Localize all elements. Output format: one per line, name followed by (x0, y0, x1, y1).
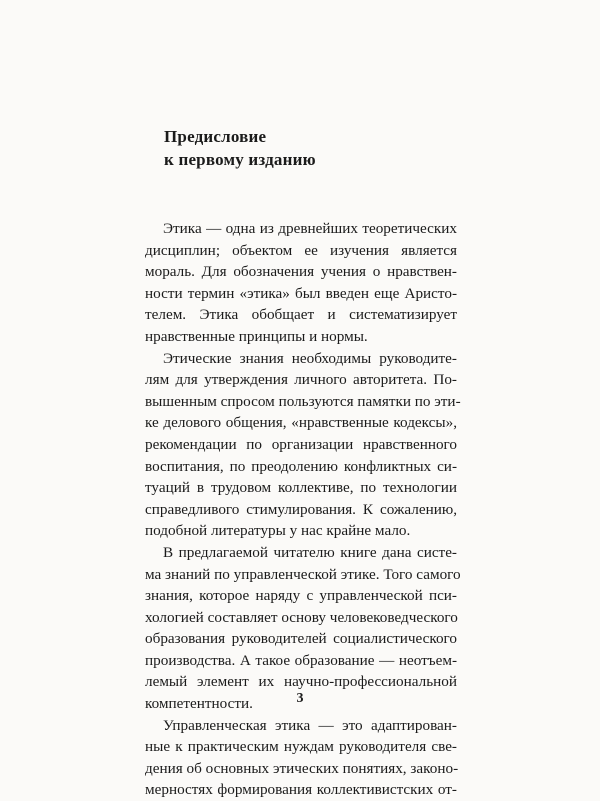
text-line: лям для утверждения личного авторитета. По- (145, 371, 457, 389)
text-line: знания, которое наряду с управленческой пси- (145, 587, 457, 605)
text-line: ности термин «этика» был введен еще Аристо- (145, 284, 457, 302)
text-line: справедливого стимулирования. К сожалению, (145, 500, 457, 518)
text-line: образования руководителей социалистического (145, 630, 457, 648)
text-line: вышенным спросом пользуются памятки по эти- (145, 392, 461, 410)
page-number: 3 (296, 691, 304, 706)
body-text (145, 218, 461, 801)
text-line: ма знаний по управленческой этике. Того самого (145, 565, 461, 583)
heading-line-1: Предисловие (164, 127, 267, 146)
text-line: ные к практическим нуждам руководителя све- (145, 738, 457, 756)
text-line: лемый элемент их научно-профессиональной (145, 673, 457, 691)
text-line: В предлагаемой читателю книге дана систе- (163, 543, 457, 561)
text-line: рекомендации по организации нравственного (145, 435, 457, 453)
text-line: мерностях формирования коллективистских от- (145, 781, 457, 799)
text-line: хологией составляет основу человековедческого (145, 608, 458, 626)
text-line: воспитания, по преодолению конфликтных си- (145, 457, 457, 475)
text-line: телем. Этика обобщает и систематизирует (145, 306, 457, 324)
text-line: дения об основных этических понятиях, законо- (145, 759, 459, 777)
text-line: Этические знания необходимы руководите- (163, 349, 457, 367)
text-line: ке делового общения, «нравственные кодексы», (145, 414, 457, 432)
preface-heading (164, 125, 316, 171)
heading-line-2: к первому изданию (164, 150, 316, 169)
text-line: туаций в трудовом коллективе, по технологии (145, 479, 457, 497)
paragraph-1 (145, 218, 457, 348)
text-line: Этика — одна из древнейших теоретических (163, 220, 457, 237)
text-line: дисциплин; объектом ее изучения является (145, 241, 457, 259)
text-line: нравственные принципы и нормы. (145, 327, 368, 345)
paragraph-3 (145, 542, 461, 715)
text-line: компетентности. (145, 695, 253, 713)
text-line: мораль. Для обозначения учения о нравствен- (145, 263, 457, 281)
paragraph-2 (145, 348, 461, 542)
paragraph-4 (145, 715, 457, 801)
text-line: подобной литературы у нас крайне мало. (145, 522, 411, 540)
text-line: производства. А такое образование — неотъем- (145, 651, 457, 669)
text-line: Управленческая этика — это адаптирован- (163, 716, 457, 734)
